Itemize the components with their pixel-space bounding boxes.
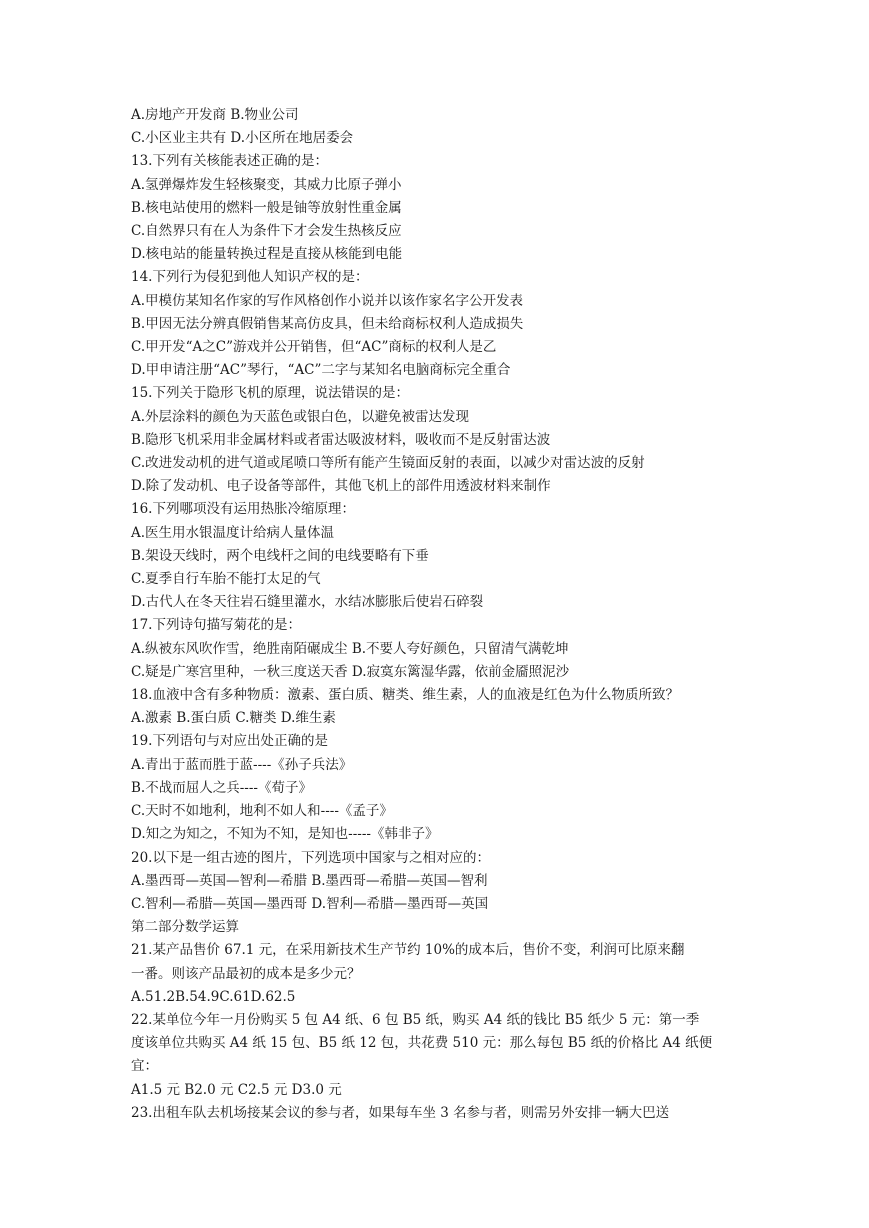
text-line: A.51.2B.54.9C.61D.62.5	[131, 988, 296, 1005]
text-line: 13.下列有关核能表述正确的是：	[131, 153, 328, 170]
text-line: A.外层涂料的颜色为天蓝色或银白色，以避免被雷达发现	[131, 408, 470, 425]
text-line: C.甲开发“A之C”游戏并公开销售，但“AC”商标的权利人是乙	[131, 339, 497, 356]
text-line: A.氢弹爆炸发生轻核聚变，其威力比原子弹小	[131, 176, 402, 193]
text-line: C.改进发动机的进气道或尾喷口等所有能产生镜面反射的表面，以减少对雷达波的反射	[131, 455, 645, 472]
text-line: C.夏季自行车胎不能打太足的气	[131, 571, 321, 588]
text-line: B.不战而屈人之兵----《荀子》	[131, 779, 312, 796]
text-line: C.智利—希腊—英国—墨西哥 D.智利—希腊—墨西哥—英国	[131, 895, 489, 912]
text-line: A.纵被东风吹作雪，绝胜南陌碾成尘 B.不要人夸好颜色，只留清气满乾坤	[131, 640, 569, 657]
text-line: A.墨西哥—英国—智利—希腊 B.墨西哥—希腊—英国—智利	[131, 872, 488, 889]
text-line: 21.某产品售价 67.1 元，在采用新技术生产节约 10%的成本后，售价不变，利润可比原来翻	[131, 942, 685, 959]
text-line: A.激素 B.蛋白质 C.糖类 D.维生素	[131, 710, 336, 727]
text-line: B.隐形飞机采用非金属材料或者雷达吸波材料，吸收而不是反射雷达波	[131, 431, 551, 448]
text-line: B.架设天线时，两个电线杆之间的电线要略有下垂	[131, 547, 429, 564]
text-line: 一番。则该产品最初的成本是多少元？	[131, 965, 361, 982]
text-line: B.核电站使用的燃料一般是铀等放射性重金属	[131, 199, 402, 216]
text-line: A1.5 元 B2.0 元 C2.5 元 D3.0 元	[131, 1081, 342, 1098]
text-line: 18.血液中含有多种物质：激素、蛋白质、糖类、维生素，人的血液是红色为什么物质所致？	[131, 687, 679, 704]
text-line: 16.下列哪项没有运用热胀冷缩原理：	[131, 501, 355, 518]
text-line: A.甲模仿某知名作家的写作风格创作小说并以该作家名字公开发表	[131, 292, 524, 309]
text-line: 15.下列关于隐形飞机的原理，说法错误的是：	[131, 385, 409, 402]
text-line: C.天时不如地利，地利不如人和----《孟子》	[131, 803, 393, 820]
text-line: 17.下列诗句描写菊花的是：	[131, 617, 301, 634]
text-line: B.甲因无法分辨真假销售某高仿皮具，但未给商标权利人造成损失	[131, 315, 524, 332]
text-line: A.青出于蓝而胜于蓝----《孙子兵法》	[131, 756, 353, 773]
text-line: 度该单位共购买 A4 纸 15 包、B5 纸 12 包，共花费 510 元：那么每包 B5 纸的价格比 A4 纸便	[131, 1035, 713, 1052]
text-line: D.古代人在冬天往岩石缝里灌水，水结冰膨胀后使岩石碎裂	[131, 594, 484, 611]
text-line: C.疑是广寒宫里种，一秋三度送天香 D.寂寞东篱湿华露，依前金靥照泥沙	[131, 663, 570, 680]
text-line: 第二部分数学运算	[131, 919, 239, 936]
text-line: D.知之为知之，不知为不知，是知也-----《韩非子》	[131, 826, 439, 843]
text-line: A.医生用水银温度计给病人量体温	[131, 524, 335, 541]
text-line: 20.以下是一组古迹的图片，下列选项中国家与之相对应的：	[131, 849, 490, 866]
text-line: 14.下列行为侵犯到他人知识产权的是：	[131, 269, 369, 286]
text-line: C.自然界只有在人为条件下才会发生热核反应	[131, 223, 402, 240]
text-line: 22.某单位今年一月份购买 5 包 A4 纸、6 包 B5 纸，购买 A4 纸的钱比 B5 纸少 5 元：第一季	[131, 1011, 700, 1028]
text-line: 19.下列语句与对应出处正确的是	[131, 733, 328, 750]
text-line: 宜：	[131, 1058, 158, 1075]
text-line: D.除了发动机、电子设备等部件，其他飞机上的部件用透波材料来制作	[131, 478, 551, 495]
text-line: D.甲申请注册“AC”琴行，“AC”二字与某知名电脑商标完全重合	[131, 362, 511, 379]
document-body	[131, 104, 746, 1125]
text-line: 23.出租车队去机场接某会议的参与者，如果每车坐 3 名参与者，则需另外安排一辆大巴送	[131, 1104, 670, 1121]
text-line: A.房地产开发商 B.物业公司	[131, 107, 299, 123]
text-line: C.小区业主共有 D.小区所在地居委会	[131, 130, 354, 147]
text-line: D.核电站的能量转换过程是直接从核能到电能	[131, 246, 403, 263]
